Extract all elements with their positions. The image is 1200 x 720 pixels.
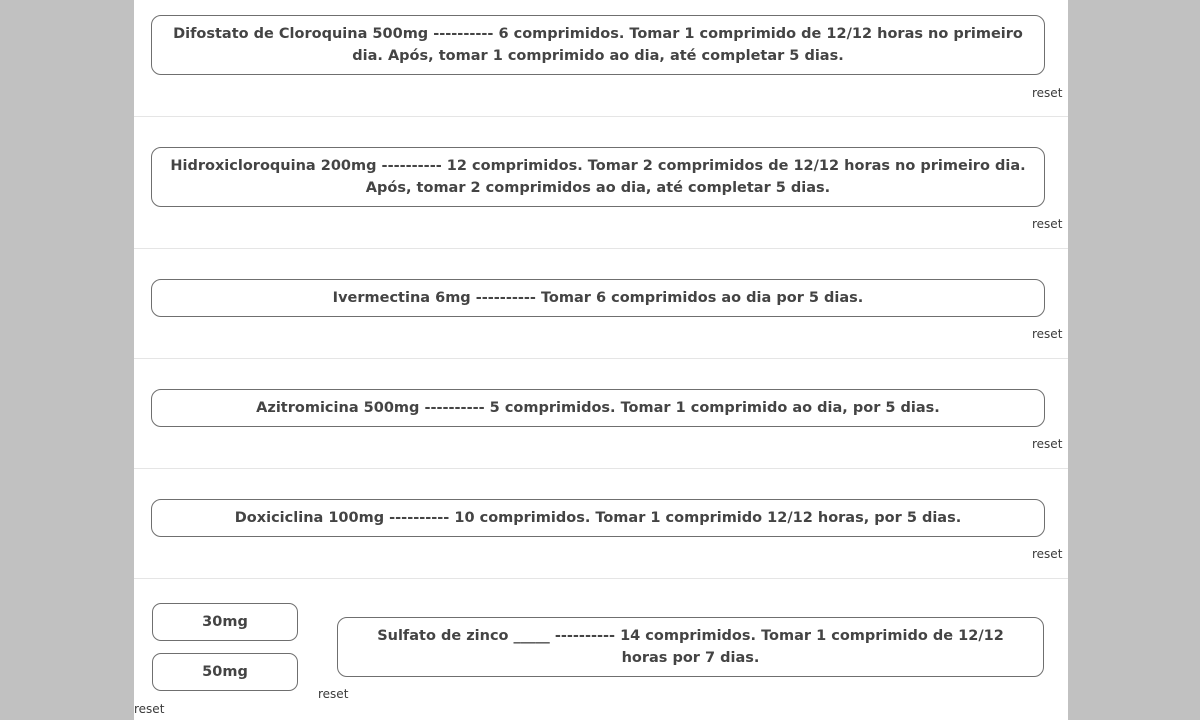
dropzone-text: Doxiciclina 100mg ---------- 10 comprimidos. Tomar 1 comprimido 12/12 horas, por 5 dias. (234, 510, 962, 526)
dropzone-text: Sulfato de zinco _____ ---------- 14 comprimidos. Tomar 1 comprimido de 12/12 horas por 7 dias. (377, 628, 1004, 666)
dropzone-hidroxicloroquina[interactable] (151, 147, 1045, 207)
divider (134, 358, 1068, 359)
dropzone-sulfato-zinco[interactable] (337, 617, 1044, 677)
dropzone-azitromicina[interactable] (151, 389, 1045, 427)
divider (134, 468, 1068, 469)
divider (134, 578, 1068, 579)
divider (134, 116, 1068, 117)
dropzone-doxiciclina[interactable] (151, 499, 1045, 537)
reset-link-bottom[interactable]: reset (134, 702, 165, 716)
reset-link[interactable]: reset (1032, 86, 1063, 100)
reset-link[interactable]: reset (318, 687, 349, 701)
option-label: 30mg (202, 614, 248, 630)
reset-link[interactable]: reset (1032, 217, 1063, 231)
dropzone-text: Hidroxicloroquina 200mg ---------- 12 comprimidos. Tomar 2 comprimidos de 12/12 horas no primeiro dia. Após, tomar 2 comprimidos ao dia, até completar 5 dias. (170, 158, 1026, 196)
reset-link[interactable]: reset (1032, 437, 1063, 451)
option-label: 50mg (202, 664, 248, 680)
reset-link[interactable]: reset (1032, 547, 1063, 561)
option-chip-30mg[interactable] (152, 603, 298, 641)
dropzone-text: Ivermectina 6mg ---------- Tomar 6 comprimidos ao dia por 5 dias. (332, 290, 864, 306)
dropzone-ivermectina[interactable] (151, 279, 1045, 317)
dropzone-text: Difostato de Cloroquina 500mg ---------- 6 comprimidos. Tomar 1 comprimido de 12/12 horas no primeiro dia. Após, tomar 1 comprimido ao dia, até completar 5 dias. (173, 26, 1023, 64)
reset-link[interactable]: reset (1032, 327, 1063, 341)
divider (134, 248, 1068, 249)
exercise-page (134, 0, 1068, 720)
dropzone-difostato-cloroquina[interactable] (151, 15, 1045, 75)
option-chip-50mg[interactable] (152, 653, 298, 691)
dropzone-text: Azitromicina 500mg ---------- 5 comprimidos. Tomar 1 comprimido ao dia, por 5 dias. (256, 400, 940, 416)
